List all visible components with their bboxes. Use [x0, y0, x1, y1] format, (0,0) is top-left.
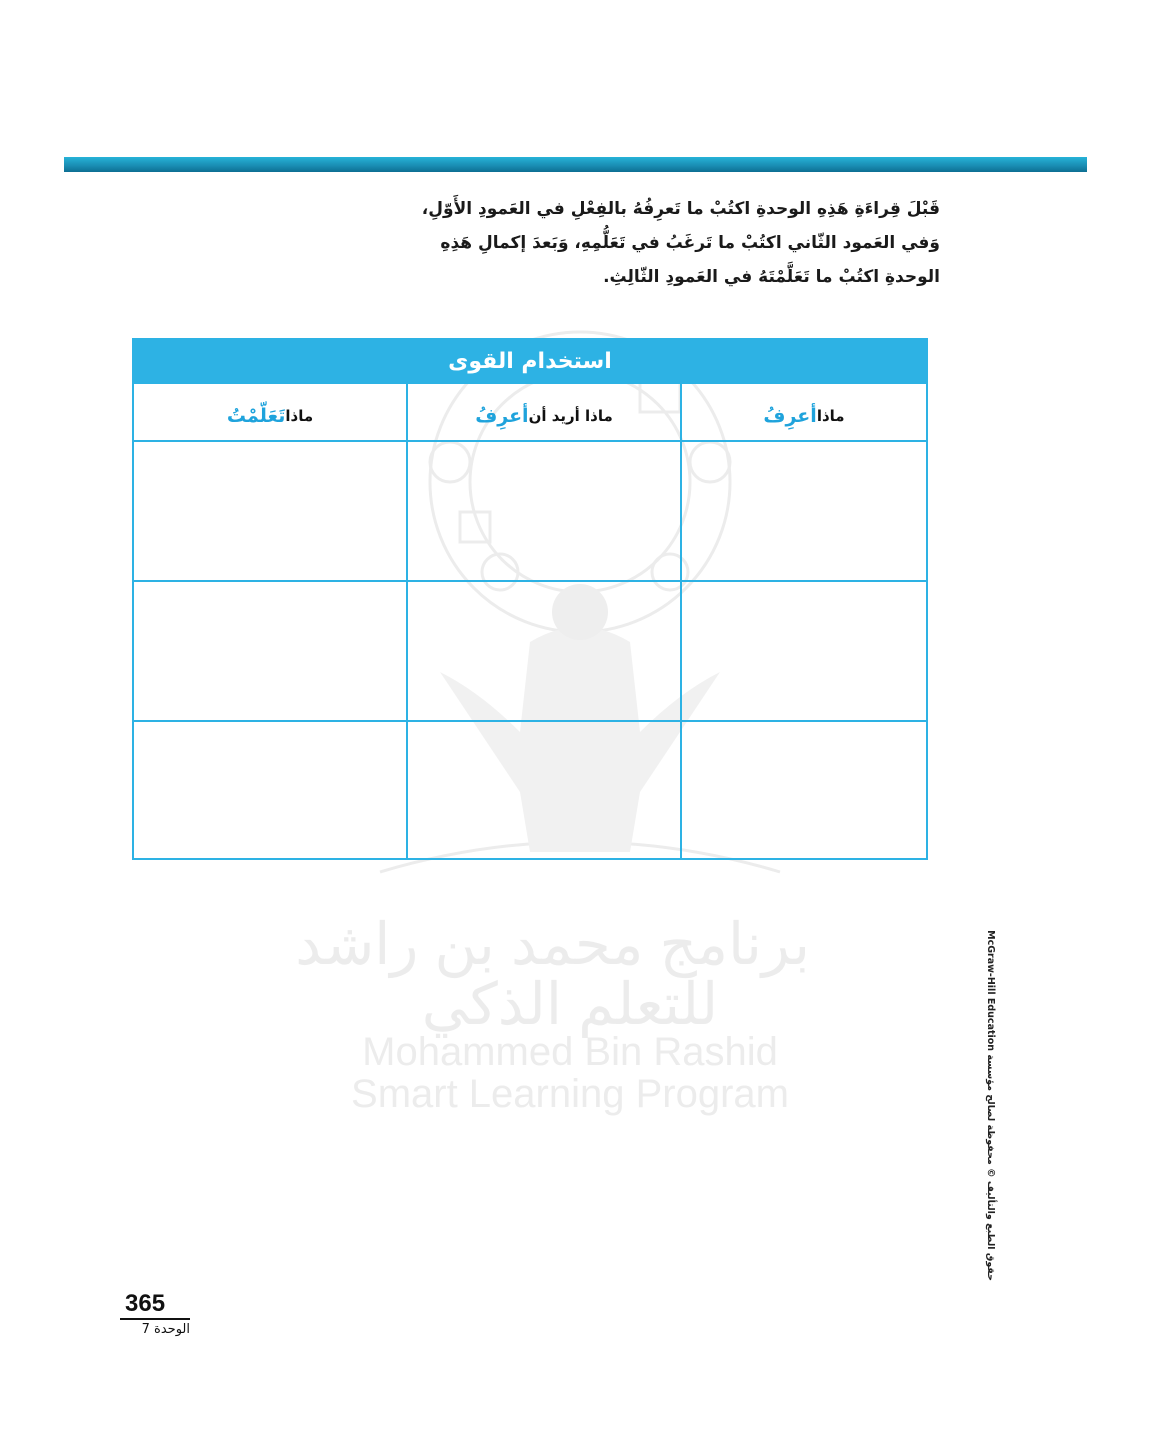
watermark-english-line-2: Smart Learning Program	[351, 1072, 789, 1116]
row1-learned-cell[interactable]	[134, 440, 408, 580]
header-know-highlight: أعرِفُ	[763, 405, 817, 427]
header-learned	[134, 384, 408, 440]
row3-know-cell[interactable]	[682, 720, 926, 858]
instructions-line-2: وَفي العَمود الثّاني اكتُبْ ما تَرغَبُ في تَعَلُّمِهِ، وَبَعدَ إكمالِ هَذِهِ	[440, 233, 940, 253]
unit-label: الوحدة 7	[141, 1322, 190, 1337]
watermark-arabic-line-2: للتعلم الذكي	[421, 972, 719, 1037]
row2-learned-cell[interactable]	[134, 580, 408, 720]
row2-know-cell[interactable]	[682, 580, 926, 720]
header-learned-highlight: تَعَلّمْتُ	[226, 405, 286, 427]
row1-know-cell[interactable]	[682, 440, 926, 580]
watermark-arabic-line-1: برنامج محمد بن راشد	[295, 912, 810, 977]
instructions-line-3: الوحدةِ اكتُبْ ما تَعَلَّمْتَهُ في العَمودِ الثّالِثِ.	[603, 267, 940, 287]
header-know	[682, 384, 926, 440]
row3-want-cell[interactable]	[408, 720, 682, 858]
page-number-divider	[120, 1318, 190, 1320]
copyright-vertical	[982, 930, 996, 1281]
instructions-line-1: قَبْلَ قِراءَةِ هَذِهِ الوحدةِ اكتُبْ ما تَعرِفُهُ بالفِعْلِ في العَمودِ الأَوّلِ،	[421, 199, 940, 219]
header-want-to-know	[408, 384, 682, 440]
copyright-text: حقوق الطبع والتأليف © محفوظة لصالح مؤسسة McGraw-Hill Education	[985, 930, 996, 1281]
header-want-highlight: أعرِفُ	[475, 405, 529, 427]
header-want-prefix: ماذا أريد أن	[528, 407, 613, 425]
header-learned-prefix: ماذا	[285, 407, 314, 425]
header-color-bar	[64, 157, 1087, 172]
table-grid	[134, 384, 926, 858]
row2-want-cell[interactable]	[408, 580, 682, 720]
watermark-english-line-1: Mohammed Bin Rashid	[362, 1030, 778, 1074]
header-know-prefix: ماذا	[816, 407, 845, 425]
page-number: 365	[125, 1290, 166, 1317]
row3-learned-cell[interactable]	[134, 720, 408, 858]
table-title: استخدام القوى	[134, 340, 926, 384]
instructions-paragraph	[220, 192, 940, 294]
row1-want-cell[interactable]	[408, 440, 682, 580]
kwl-table	[132, 338, 928, 860]
